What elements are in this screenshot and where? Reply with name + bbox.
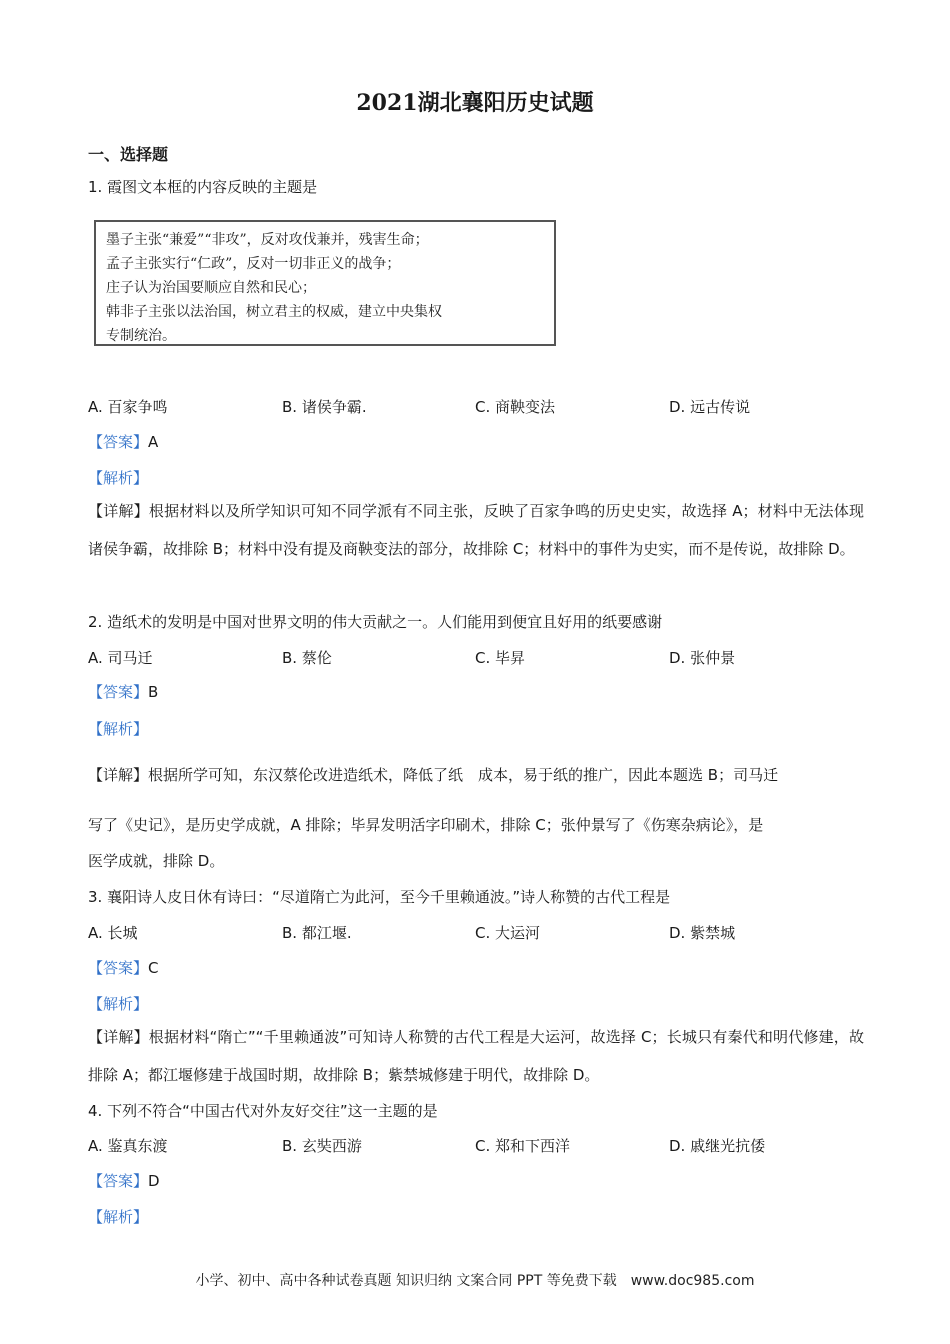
footer-text: 小学、初中、高中各种试卷真题 知识归纳 文案合同 PPT 等免费下载 www.doc985.com — [195, 1273, 755, 1289]
quote-line: 韩非子主张以法治国，树立君主的权威，建立中央集权 — [106, 304, 442, 320]
quote-line: 专制统治。 — [106, 328, 176, 344]
answer-value: B — [148, 683, 159, 701]
question-1-option-d: D. 远古传说 — [669, 398, 751, 416]
question-3-analysis-label: 【解析】 — [88, 995, 149, 1013]
question-1-stem: 1. 霞图文本框的内容反映的主题是 — [88, 178, 318, 196]
answer-value: C — [148, 959, 159, 977]
question-4-option-a: A. 鉴真东渡 — [88, 1137, 168, 1155]
answer-value: D — [148, 1172, 160, 1190]
question-2-option-a: A. 司马迁 — [88, 649, 153, 667]
detail-label: 【详解】 — [88, 766, 149, 784]
question-1-quote-box — [94, 220, 556, 346]
question-1-answer — [88, 431, 158, 452]
detail-text: 根据材料“隋亡”“千里赖通波”可知诗人称赞的古代工程是大运河，故选择 C；长城只有秦代和明代修建，故排除 A；都江堰修建于战国时期，故排除 B；紫禁城修建于明代，故排除 D。 — [88, 1028, 864, 1084]
detail-text: 根据材料以及所学知识可知不同学派有不同主张，反映了百家争鸣的历史史实，故选择 A；材料中无法体现诸侯争霸，故排除 B；材料中没有提及商鞅变法的部分，故排除 C；材料中的事件为史实，而不是传说，故排除 D。 — [88, 502, 864, 558]
question-1-detail — [88, 492, 864, 568]
question-3-detail — [88, 1018, 864, 1094]
answer-label: 【答案】 — [88, 959, 149, 977]
question-2-detail-line-2: 写了《史记》，是历史学成就，A 排除；毕昇发明活字印刷术，排除 C；张仲景写了《伤寒杂病论》，是 — [88, 816, 764, 834]
page-title: 2021湖北襄阳历史试题 — [356, 90, 594, 116]
question-4-option-d: D. 戚继光抗倭 — [669, 1137, 766, 1155]
answer-label: 【答案】 — [88, 433, 149, 451]
answer-label: 【答案】 — [88, 683, 149, 701]
quote-line: 孟子主张实行“仁政”，反对一切非正义的战争； — [106, 256, 401, 272]
question-4-analysis-label: 【解析】 — [88, 1208, 149, 1226]
question-4-option-c: C. 郑和下西洋 — [475, 1137, 571, 1155]
question-2-stem: 2. 造纸术的发明是中国对世界文明的伟大贡献之一。人们能用到便宜且好用的纸要感谢 — [88, 613, 663, 631]
question-2-answer — [88, 681, 158, 702]
question-2-option-b: B. 蔡伦 — [282, 649, 332, 667]
question-3-option-d: D. 紫禁城 — [669, 924, 736, 942]
question-4-stem: 4. 下列不符合“中国古代对外友好交往”这一主题的是 — [88, 1102, 438, 1120]
detail-label: 【详解】 — [88, 1028, 149, 1046]
question-3-stem: 3. 襄阳诗人皮日休有诗曰：“尽道隋亡为此河，至今千里赖通波。”诗人称赞的古代工程是 — [88, 888, 671, 906]
question-2-detail-line-3: 医学成就，排除 D。 — [88, 852, 225, 870]
question-3-option-b: B. 都江堰. — [282, 924, 352, 942]
question-3-answer — [88, 957, 159, 978]
question-2-detail-line-1 — [88, 764, 778, 785]
question-4-answer — [88, 1170, 160, 1191]
detail-label: 【详解】 — [88, 502, 149, 520]
question-2-option-d: D. 张仲景 — [669, 649, 736, 667]
question-1-analysis-label: 【解析】 — [88, 469, 149, 487]
answer-value: A — [148, 433, 159, 451]
detail-text: 根据所学可知，东汉蔡伦改进造纸术，降低了纸 成本，易于纸的推广，因此本题选 B；司马迁 — [148, 766, 779, 784]
question-3-option-a: A. 长城 — [88, 924, 138, 942]
question-1-option-b: B. 诸侯争霸. — [282, 398, 367, 416]
answer-label: 【答案】 — [88, 1172, 149, 1190]
quote-line: 墨子主张“兼爱”“非攻”，反对攻伐兼并，残害生命； — [106, 232, 429, 248]
question-1-option-c: C. 商鞅变法 — [475, 398, 556, 416]
question-4-option-b: B. 玄奘西游 — [282, 1137, 362, 1155]
question-3-option-c: C. 大运河 — [475, 924, 541, 942]
question-2-analysis-label: 【解析】 — [88, 720, 149, 738]
question-1-option-a: A. 百家争鸣 — [88, 398, 168, 416]
quote-line: 庄子认为治国要顺应自然和民心； — [106, 280, 316, 296]
question-2-option-c: C. 毕昇 — [475, 649, 526, 667]
section-heading: 一、选择题 — [88, 145, 169, 164]
